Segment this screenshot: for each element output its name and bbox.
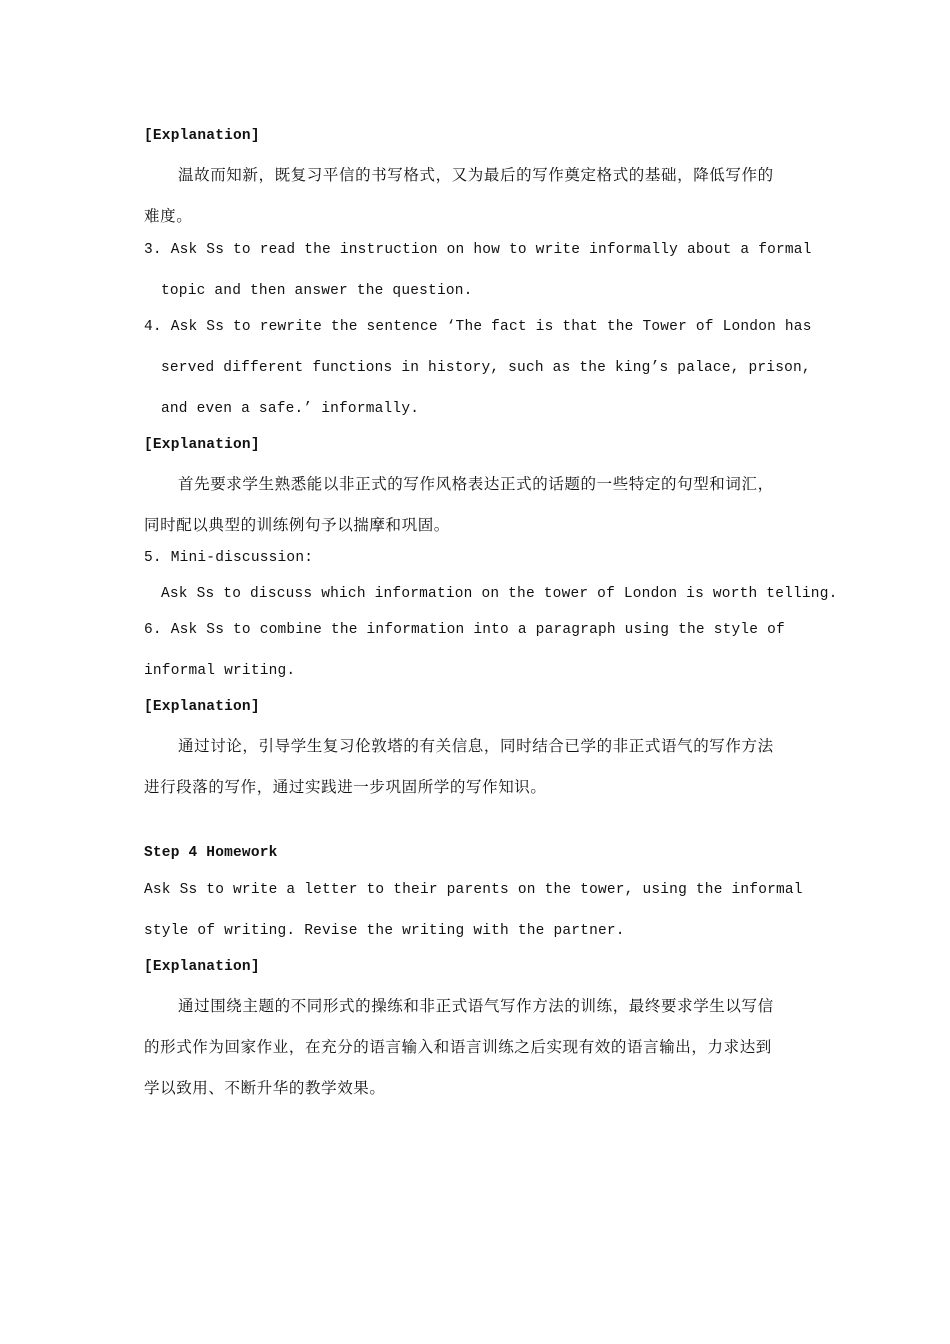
list-item-5-continuation: Ask Ss to discuss which information on the tower of London is worth telling. <box>161 586 838 602</box>
list-item-6-continuation: informal writing. <box>144 663 296 679</box>
explanation-text: 学以致用、不断升华的教学效果。 <box>144 1079 386 1097</box>
list-item-4-continuation: and even a safe.’ informally. <box>161 401 420 417</box>
list-item-5: 5. Mini-discussion: <box>144 550 314 566</box>
explanation-text: 通过围绕主题的不同形式的操练和非正式语气写作方法的训练，最终要求学生以写信 <box>178 997 774 1015</box>
explanation-heading: [Explanation] <box>144 437 260 453</box>
explanation-heading: [Explanation] <box>144 128 260 144</box>
list-item-3: 3. Ask Ss to read the instruction on how to write informally about a formal <box>144 242 812 258</box>
explanation-heading: [Explanation] <box>144 699 260 715</box>
explanation-text: 同时配以典型的训练例句予以揣摩和巩固。 <box>144 516 450 534</box>
step-heading: Step 4 Homework <box>144 845 278 861</box>
list-item-4: 4. Ask Ss to rewrite the sentence ‘The fact is that the Tower of London has <box>144 319 812 335</box>
list-item-4-continuation: served different functions in history, such as the king’s palace, prison, <box>161 360 811 376</box>
explanation-text: 进行段落的写作，通过实践进一步巩固所学的写作知识。 <box>144 778 547 796</box>
explanation-text: 通过讨论，引导学生复习伦敦塔的有关信息，同时结合已学的非正式语气的写作方法 <box>178 737 774 755</box>
homework-text: Ask Ss to write a letter to their parents on the tower, using the informal <box>144 882 803 898</box>
explanation-text: 的形式作为回家作业，在充分的语言输入和语言训练之后实现有效的语言输出，力求达到 <box>144 1038 772 1056</box>
explanation-heading: [Explanation] <box>144 959 260 975</box>
explanation-text: 难度。 <box>144 207 193 225</box>
explanation-text: 首先要求学生熟悉能以非正式的写作风格表达正式的话题的一些特定的句型和词汇， <box>178 475 774 493</box>
homework-text: style of writing. Revise the writing with the partner. <box>144 923 625 939</box>
list-item-3-continuation: topic and then answer the question. <box>161 283 473 299</box>
explanation-text: 温故而知新，既复习平信的书写格式，又为最后的写作奠定格式的基础，降低写作的 <box>178 166 774 184</box>
list-item-6: 6. Ask Ss to combine the information into a paragraph using the style of <box>144 622 785 638</box>
